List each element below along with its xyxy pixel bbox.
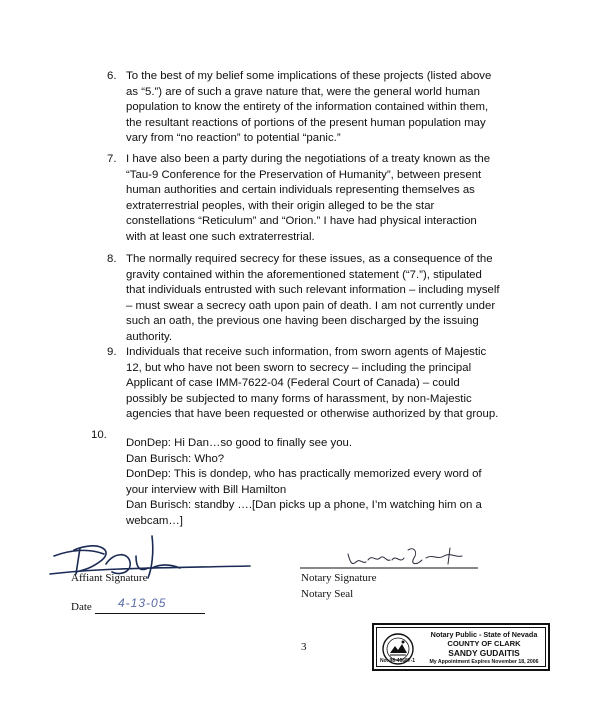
item-7-line: extraterrestrial peoples, with their origin alleged to be the star (126, 199, 435, 212)
stamp-title: Notary Public - State of Nevada (430, 630, 538, 639)
stamp-notary-name: SANDY GUDAITIS (448, 648, 520, 658)
notary-signature-label: Notary Signature (301, 572, 377, 584)
item-7-number: 7. (107, 153, 117, 165)
item-6-line: the resultant reactions of portions of the present human population may (126, 116, 486, 129)
stamp-expiry: My Appointment Expires November 18, 2006 (429, 659, 539, 665)
item-9-line: 12, but who have not been sworn to secrecy – including the principal (126, 361, 472, 374)
page-number: 3 (301, 641, 307, 653)
item-8-line: that individuals entrusted with such relevant information – including myself (126, 284, 500, 297)
item-9-line: agencies that have been requested or otherwise authorized by that group. (126, 408, 499, 421)
item-7-line: “Tau-9 Conference for the Preservation of Humanity”, between present (126, 168, 482, 181)
item-10-dialogue (126, 436, 482, 530)
dialogue-line: Dan Burisch: standby ….[Dan picks up a phone, I’m watching him on a (126, 499, 482, 512)
dialogue-line: webcam…] (126, 514, 183, 527)
date-underline (95, 613, 205, 614)
stamp-border (376, 627, 546, 667)
item-6-line: To the best of my belief some implications of these projects (listed above (126, 70, 492, 82)
dialogue-line: DonDep: Hi Dan…so good to finally see you. (126, 437, 353, 449)
item-7-line: constellations “Reticulum” and “Orion.” I have had physical interaction (126, 215, 477, 228)
item-8-line: The normally required secrecy for these issues, as a consequence of the (126, 253, 493, 265)
affiant-signature-label: Affiant Signature (71, 572, 148, 584)
item-9-text (126, 345, 498, 423)
stamp-county: COUNTY OF CLARK (447, 639, 521, 648)
stamp-text (417, 630, 551, 666)
dialogue-line: your interview with Bill Hamilton (126, 483, 287, 496)
item-8-number: 8. (107, 253, 117, 265)
notary-seal-label: Notary Seal (301, 588, 354, 600)
item-6-number: 6. (107, 70, 117, 82)
item-7-line: human authorities and certain individuals representing themselves as (126, 184, 475, 197)
item-9-number: 9. (107, 346, 117, 358)
item-9-line: Individuals that receive such information, from sworn agents of Majestic (126, 346, 487, 358)
item-7-line: with at least one such extraterrestrial. (126, 230, 315, 243)
item-7-text (126, 152, 490, 246)
notary-signature (300, 540, 480, 575)
item-10-number: 10. (91, 429, 107, 441)
item-8-text (126, 252, 500, 346)
item-6-line: as “5.”) are of such a grave nature that, were the general world human (126, 85, 480, 98)
notary-stamp (372, 623, 550, 671)
date-label: Date (71, 601, 92, 613)
item-8-line: such an oath, the previous one having been discharged by the issuing (126, 315, 479, 328)
stamp-number: No. 98-46687-1 (380, 658, 416, 664)
item-6-line: population to know the entirety of the information contained within them, (126, 101, 489, 114)
dialogue-line: DonDep: This is dondep, who has practically memorized every word of (126, 468, 482, 481)
item-9-line: possibly be subjected to many forms of harassment, by non-Majestic (126, 392, 472, 405)
item-6-line: vary from “no reaction” to potential “panic.” (126, 132, 341, 145)
item-8-line: authority. (126, 330, 173, 343)
item-8-line: gravity contained within the aforementioned statement (“7.”), stipulated (126, 268, 482, 281)
item-8-line: – must swear a secrecy oath upon pain of death. I am not currently under (126, 299, 496, 312)
dialogue-line: Dan Burisch: Who? (126, 452, 225, 465)
item-6-text (126, 69, 491, 147)
date-value: 4-13-05 (118, 596, 167, 610)
item-7-line: I have also been a party during the negotiations of a treaty known as the (126, 153, 491, 165)
item-9-line: Applicant of case IMM-7622-04 (Federal Court of Canada) – could (126, 377, 460, 390)
